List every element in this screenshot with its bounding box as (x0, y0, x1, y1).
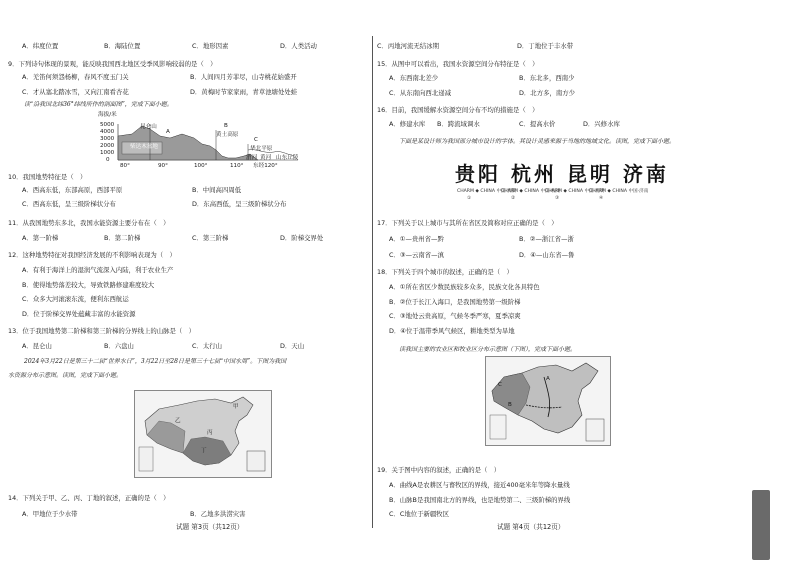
q14-option-b[interactable]: B．乙地多洪涝灾害 (190, 510, 246, 518)
q12-text: 12．这种地势特征对我国经济发展的不利影响表现为（ ） (8, 251, 176, 259)
q19-text: 19．关于图中内容的叙述，正确的是（ ） (377, 466, 501, 474)
callig-mark-4: ④ (599, 196, 604, 201)
page-footer-right: 试题 第4页（共12页） (497, 523, 565, 531)
terrain-profile-figure (98, 114, 308, 170)
map2-label-b: B (508, 402, 512, 408)
q9-option-b[interactable]: B．人间四月芳菲尽，山寺桃花始盛开 (190, 73, 297, 81)
profile-ytick: 2000 (100, 143, 115, 149)
q19-option-b[interactable]: B．山脉B是我国南北方的界线，也是地势第二、三级阶梯的界线 (389, 496, 571, 504)
q13-option-b[interactable]: B．六盘山 (104, 342, 134, 350)
profile-label-lon120: 东经120° (253, 163, 278, 169)
city-calligraphy: 贵阳 杭州 昆明 济南 (455, 162, 669, 186)
q12-option-d[interactable]: D．位于阶梯交界处蕴藏丰富的水能资源 (22, 310, 136, 318)
callig-mark-3: ③ (555, 196, 560, 201)
q9-text: 9．下列诗句体现的景观，能反映我国西北地区受季风影响较弱的是（ ） (8, 60, 217, 68)
profile-label-shandong: 山东丘陵 (276, 155, 299, 161)
q8-option-c[interactable]: C．地形因素 (192, 42, 229, 50)
q11-option-d[interactable]: D．阶梯交界处 (280, 234, 324, 242)
profile-label-loess: 黄土高原 (216, 132, 239, 138)
q18-text: 18．下列关于四个城市的叙述，正确的是（ ） (377, 268, 513, 276)
q9-option-c[interactable]: C．才从塞北踏冰雪，又向江南看杏花 (22, 88, 129, 96)
profile-xtick: 80° (120, 163, 130, 169)
callig-mark-2: ② (511, 196, 516, 201)
intro-fonts: 下面是某设计师为我国部分城市设计的字体。其设计灵感来源于当地的地域文化。读图，完成下面小题。 (399, 138, 676, 145)
q10-text: 10．我国地势特征是（ ） (8, 173, 87, 181)
q12-option-c[interactable]: C．众多大河滚滚东流，便利东西航运 (22, 295, 129, 303)
column-divider (372, 36, 373, 528)
intro-water-b: 水资源分布示意图。读图，完成下面小题。 (8, 372, 123, 379)
map1-label-bing: 丙 (207, 430, 213, 436)
profile-ylabel: 海拔/米 (98, 112, 117, 118)
callig-mark-1: ① (467, 196, 472, 201)
q14-text: 14．下列关于甲、乙、丙、丁地的叙述，正确的是（ ） (8, 494, 170, 502)
q14-option-d[interactable]: D．丁地位于丰水带 (517, 42, 574, 50)
q17-option-c[interactable]: C．③—云南省—滇 (389, 251, 444, 259)
profile-label-weihe: 渭河 (246, 155, 258, 161)
q10-option-b[interactable]: B．中间高四周低 (192, 186, 242, 194)
map1-label-ding: 丁 (201, 448, 207, 454)
water-map-svg (135, 391, 271, 477)
q17-option-d[interactable]: D．④—山东省—鲁 (519, 251, 575, 259)
callig-sub-kunming: CHARM ◆ CHINA 中国·昆明 (545, 189, 605, 194)
q10-option-d[interactable]: D．东高西低，呈三级阶梯状分布 (192, 200, 287, 208)
callig-sub-guiyang: CHARM ◆ CHINA 中国·贵阳 (457, 189, 517, 194)
q11-option-a[interactable]: A．第一阶梯 (22, 234, 59, 242)
agri-map-svg (486, 357, 610, 445)
q18-option-b[interactable]: B．②位于长江入海口，是我国地势第一级阶梯 (389, 298, 521, 306)
q15-option-d[interactable]: D．北方多，南方少 (519, 89, 576, 97)
intro-profile: 读“沿我国北纬36°纬线所作的剖面图”，完成下面小题。 (24, 101, 173, 108)
q8-option-b[interactable]: B．海陆位置 (104, 42, 141, 50)
profile-xtick: 110° (230, 163, 244, 169)
page-footer-left: 试题 第3页（共12页） (176, 523, 244, 531)
q16-option-c[interactable]: C．提高水价 (519, 120, 556, 128)
profile-label-huanghe: 黄河 (260, 155, 272, 161)
q18-option-a[interactable]: A．①所在省区少数民族较多众多，民族文化各具特色 (389, 283, 540, 291)
q11-text: 11．从我国地势东多北，我国水能资源主要分布在（ ） (8, 219, 170, 227)
q13-option-d[interactable]: D．天山 (280, 342, 305, 350)
profile-label-north-plain: 华北平原 (250, 146, 273, 152)
intro-water-a: 2024年3月22日是第三十二届“世界水日”，3月22日至28日是第三十七届“中国水周”。下图为我国 (24, 358, 287, 365)
map2-label-a: A (546, 376, 550, 382)
q12-option-b[interactable]: B．使得地势落差较大，导致铁路修建难度较大 (22, 281, 155, 289)
profile-label-c: C (254, 137, 258, 143)
q13-text: 13．位于我国地势第二阶梯和第三阶梯的分界线上的山脉是（ ） (8, 327, 196, 335)
map1-label-jia: 甲 (233, 404, 239, 410)
q19-option-c[interactable]: C．C地位于新疆牧区 (389, 510, 450, 518)
callig-sub-hangzhou: CHARM ◆ CHINA 中国·杭州 (501, 189, 561, 194)
profile-ytick: 0 (106, 157, 110, 163)
scrollbar-thumb[interactable] (752, 490, 770, 560)
q10-option-a[interactable]: A．西高东低，东部高原，西部平原 (22, 186, 123, 194)
q13-option-a[interactable]: A．昆仑山 (22, 342, 52, 350)
callig-sub-jinan: CHARM ◆ CHINA 中国·济南 (589, 189, 649, 194)
q9-option-d[interactable]: D．黄梅时节家家雨，青草池塘处处蛙 (190, 88, 298, 96)
profile-label-kunlun: 昆仑山 (140, 124, 157, 130)
q17-text: 17．下列关于以上城市与其所在省区及简称对应正确的是（ ） (377, 219, 558, 227)
agriculture-map (485, 356, 611, 446)
map2-label-c: C (498, 382, 502, 388)
q17-option-b[interactable]: B．②—浙江省—浙 (519, 235, 574, 243)
q8-option-d[interactable]: D．人类活动 (280, 42, 317, 50)
q11-option-b[interactable]: B．第二阶梯 (104, 234, 141, 242)
q15-option-b[interactable]: B．东北多，西南少 (519, 74, 575, 82)
q15-option-c[interactable]: C．从东南向西北递减 (389, 89, 451, 97)
q13-option-c[interactable]: C．太行山 (192, 342, 223, 350)
q18-option-c[interactable]: C．③地处云贵高原，气候冬季严寒，夏季凉爽 (389, 312, 521, 320)
profile-xtick: 100° (194, 163, 208, 169)
profile-ytick: 4000 (100, 129, 115, 135)
map1-label-yi: 乙 (175, 418, 181, 424)
water-resource-map (134, 390, 272, 478)
profile-label-b: B (224, 123, 228, 129)
profile-label-qaidam: 柴达木盆地 (130, 144, 158, 150)
q15-option-a[interactable]: A．东西南北差少 (389, 74, 439, 82)
q8-option-a[interactable]: A．纬度位置 (22, 42, 59, 50)
q18-option-d[interactable]: D．④位于温带季风气候区，耕地类型为旱地 (389, 327, 515, 335)
profile-ytick: 3000 (100, 136, 115, 142)
q9-option-a[interactable]: A．羌笛何须怨杨柳，春风不度玉门关 (22, 73, 129, 81)
q10-option-c[interactable]: C．西高东低，呈三级阶梯状分布 (22, 200, 116, 208)
q14-option-c[interactable]: C．丙地河流无结冰期 (377, 42, 439, 50)
q16-option-b[interactable]: B．跨流域调水 (437, 120, 480, 128)
q16-option-a[interactable]: A．修建水库 (389, 120, 426, 128)
q14-option-a[interactable]: A．甲地位于少水带 (22, 510, 78, 518)
q15-text: 15．从图中可以看出，我国水资源空间分布特征是（ ） (377, 60, 539, 68)
q16-option-d[interactable]: D．兴修水库 (583, 120, 620, 128)
intro-agri: 读我国主要的农业区和牧业区分布示意图（下图），完成下面小题。 (399, 346, 577, 353)
profile-ytick: 5000 (100, 122, 115, 128)
q12-option-a[interactable]: A．有利于海洋上的湿润气流深入内陆，利于农业生产 (22, 266, 174, 274)
profile-xtick: 90° (158, 163, 168, 169)
q11-option-c[interactable]: C．第三阶梯 (192, 234, 229, 242)
q19-option-a[interactable]: A．曲线A是农耕区与畜牧区的界线，接近400毫米年等降水量线 (389, 481, 570, 489)
profile-label-a: A (166, 129, 170, 135)
q16-text: 16．目前，我国缓解水资源空间分布不均的措施是（ ） (377, 106, 539, 114)
q17-option-a[interactable]: A．①—贵州省—黔 (389, 235, 444, 243)
profile-ytick: 1000 (100, 150, 115, 156)
right-page (377, 0, 794, 562)
